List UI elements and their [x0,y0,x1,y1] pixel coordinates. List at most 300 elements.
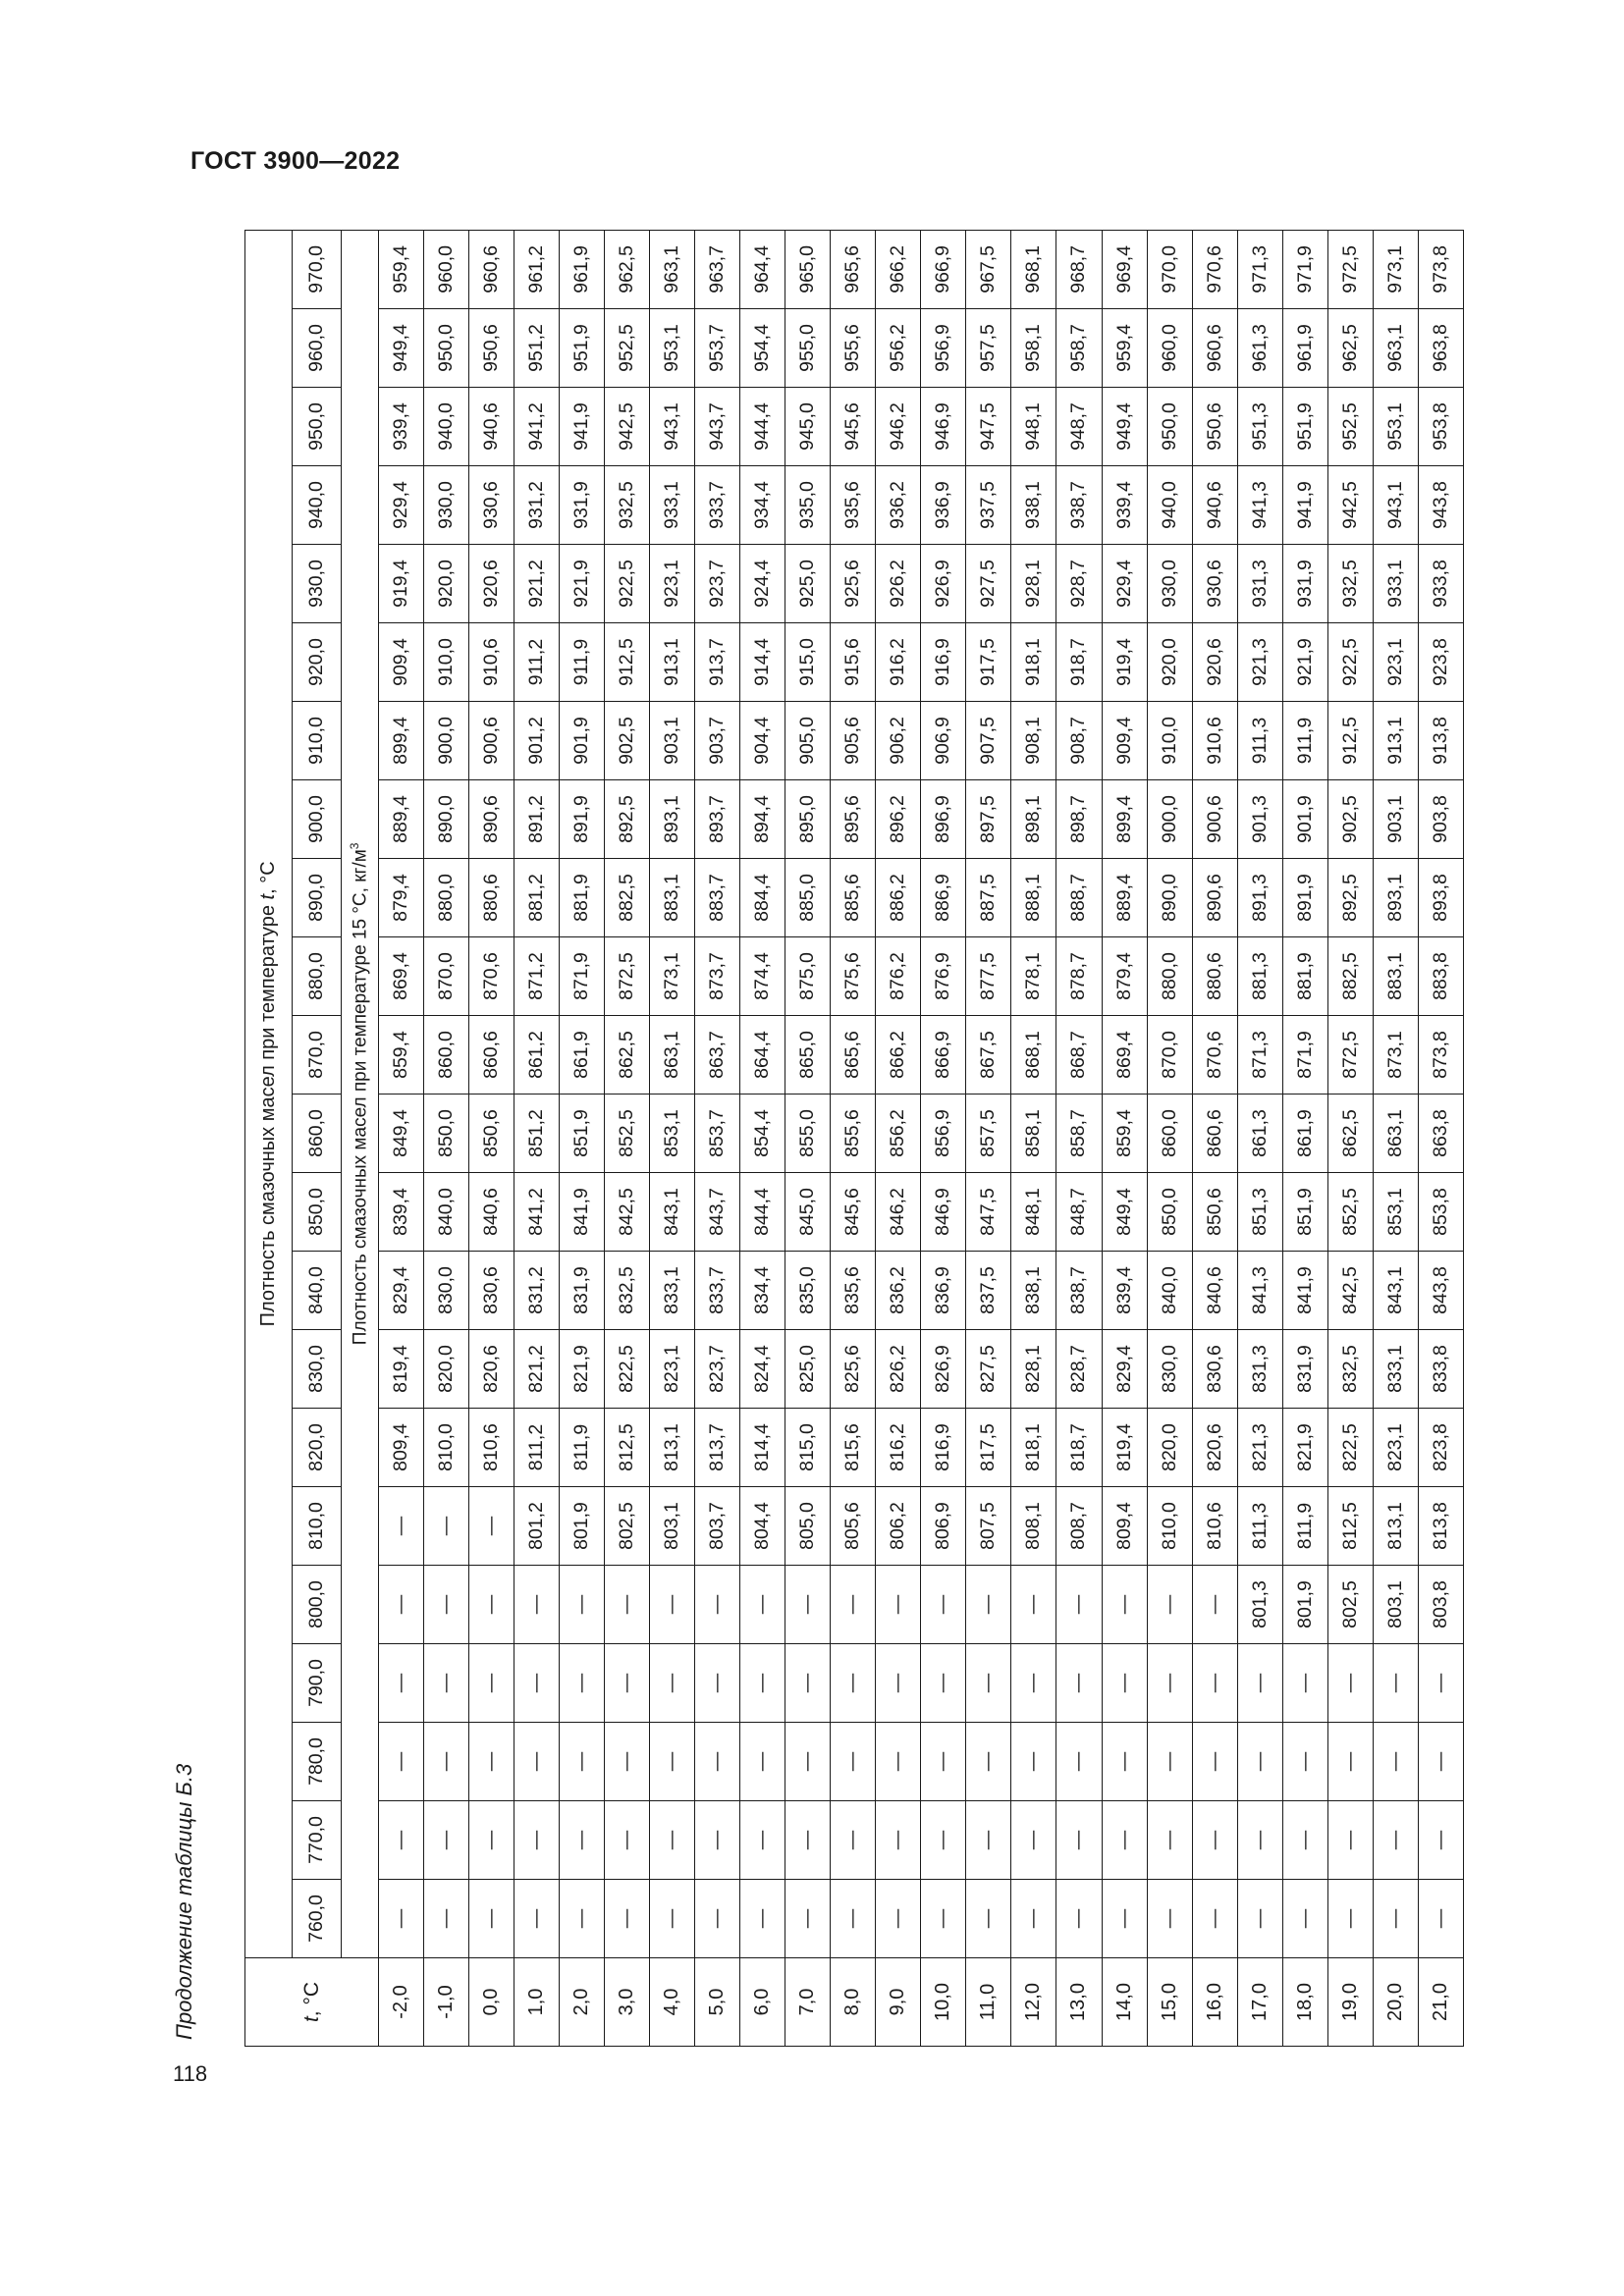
density-cell: — [921,1801,966,1880]
density-cell: 871,9 [1282,1016,1327,1095]
density-cell: 916,9 [921,623,966,702]
temperature-cell: 7,0 [785,1958,831,2047]
density-cell: 962,5 [1327,309,1373,388]
density-cell: — [831,1644,876,1723]
density-cell: — [740,1880,785,1958]
density-cell: — [1282,1644,1327,1723]
density-cell: 956,2 [876,309,921,388]
density-cell: 891,9 [1282,859,1327,937]
density-cell: 860,6 [1192,1095,1237,1173]
density-cell: 900,0 [1147,780,1192,859]
density-cell: — [605,1566,650,1644]
density-cell: 911,9 [560,623,605,702]
density-cell: 906,9 [921,702,966,780]
density-cell: 931,9 [560,466,605,545]
density-cell: 809,4 [1102,1487,1147,1566]
density-cell: 861,3 [1237,1095,1282,1173]
density-cell: 811,9 [1282,1487,1327,1566]
density-cell: 940,6 [1192,466,1237,545]
density-cell: 838,1 [1011,1252,1056,1330]
temperature-cell: 14,0 [1102,1958,1147,2047]
density-cell: — [1282,1801,1327,1880]
table-row [1373,230,1418,2046]
density-cell: 870,6 [1192,1016,1237,1095]
density-cell: 843,1 [1373,1252,1418,1330]
density-cell: 913,8 [1418,702,1463,780]
density-cell: 898,7 [1056,780,1102,859]
density-cell: 897,5 [966,780,1011,859]
density-cell: 930,0 [1147,545,1192,623]
density-cell: 961,9 [560,230,605,308]
density-cell: — [1102,1880,1147,1958]
density-cell: — [1237,1644,1282,1723]
density-cell: 945,0 [785,388,831,466]
density-cell: — [605,1880,650,1958]
density-cell: 893,1 [1373,859,1418,937]
density-cell: — [740,1801,785,1880]
column-header: 810,0 [293,1487,342,1566]
density-cell: — [514,1644,560,1723]
density-cell: — [1102,1644,1147,1723]
density-cell: 863,7 [695,1016,740,1095]
density-cell: 918,1 [1011,623,1056,702]
density-cell: 808,7 [1056,1487,1102,1566]
density-cell: 916,2 [876,623,921,702]
density-cell: 881,9 [560,859,605,937]
density-cell: 958,1 [1011,309,1056,388]
density-cell: 944,4 [740,388,785,466]
density-cell: 943,1 [1373,466,1418,545]
density-cell: 942,5 [1327,466,1373,545]
density-cell: 856,2 [876,1095,921,1173]
density-cell: 886,9 [921,859,966,937]
density-cell: 808,1 [1011,1487,1056,1566]
density-cell: 928,1 [1011,545,1056,623]
density-cell: 857,5 [966,1095,1011,1173]
density-cell: — [469,1566,514,1644]
density-cell: — [831,1566,876,1644]
density-cell: — [379,1723,424,1801]
density-cell: 854,4 [740,1095,785,1173]
column-values-row [293,230,342,2046]
density-cell: 911,9 [1282,702,1327,780]
density-cell: — [1327,1723,1373,1801]
density-cell: 840,6 [1192,1252,1237,1330]
density-cell: 961,9 [1282,309,1327,388]
density-cell: 850,6 [469,1095,514,1173]
density-cell: — [1282,1880,1327,1958]
density-cell: 933,7 [695,466,740,545]
density-cell: — [785,1723,831,1801]
density-cell: 933,8 [1418,545,1463,623]
density-cell: — [379,1801,424,1880]
density-cell: 852,5 [1327,1173,1373,1252]
density-cell: 840,0 [1147,1252,1192,1330]
density-cell: 950,0 [424,309,469,388]
density-cell: 815,0 [785,1409,831,1487]
density-cell: 807,5 [966,1487,1011,1566]
density-cell: 941,3 [1237,466,1282,545]
table-row [966,230,1011,2046]
density-cell: 948,7 [1056,388,1102,466]
temperature-cell: 18,0 [1282,1958,1327,2047]
density-cell: — [876,1723,921,1801]
density-cell: — [1056,1644,1102,1723]
density-cell: 930,0 [424,466,469,545]
table-row [831,230,876,2046]
density-cell: 956,9 [921,309,966,388]
temperature-cell: 21,0 [1418,1958,1463,2047]
density-cell: 849,4 [1102,1173,1147,1252]
density-cell: — [785,1566,831,1644]
density-cell: 965,0 [785,230,831,308]
density-cell: 804,4 [740,1487,785,1566]
density-cell: 840,0 [424,1173,469,1252]
density-cell: — [424,1723,469,1801]
density-cell: 903,7 [695,702,740,780]
density-cell: 859,4 [1102,1095,1147,1173]
density-cell: 802,5 [1327,1566,1373,1644]
density-cell: 851,3 [1237,1173,1282,1252]
density-cell: 887,5 [966,859,1011,937]
density-cell: 850,0 [424,1095,469,1173]
density-cell: — [1056,1723,1102,1801]
density-cell: 929,4 [1102,545,1147,623]
density-cell: 813,8 [1418,1487,1463,1566]
density-cell: — [650,1644,695,1723]
density-cell: 955,6 [831,309,876,388]
density-cell: 953,7 [695,309,740,388]
density-cell: 963,8 [1418,309,1463,388]
density-cell: — [1192,1801,1237,1880]
density-cell: — [1102,1723,1147,1801]
table-row [469,230,514,2046]
density-cell: 923,1 [1373,623,1418,702]
density-cell: 842,5 [605,1173,650,1252]
density-cell: 861,2 [514,1016,560,1095]
density-cell: 960,6 [1192,309,1237,388]
density-cell: 909,4 [379,623,424,702]
density-cell: 870,0 [424,937,469,1016]
density-cell: 961,2 [514,230,560,308]
table-row [514,230,560,2046]
density-cell: 806,2 [876,1487,921,1566]
density-cell: 955,0 [785,309,831,388]
temperature-cell: 9,0 [876,1958,921,2047]
density-cell: 914,4 [740,623,785,702]
density-cell: — [379,1880,424,1958]
density-cell: 803,8 [1418,1566,1463,1644]
density-cell: — [921,1880,966,1958]
density-cell: 900,6 [469,702,514,780]
density-cell: 823,1 [1373,1409,1418,1487]
density-cell: 866,9 [921,1016,966,1095]
density-cell: — [1418,1880,1463,1958]
density-cell: — [1192,1880,1237,1958]
density-cell: — [424,1566,469,1644]
density-cell: 848,1 [1011,1173,1056,1252]
density-cell: 830,6 [1192,1330,1237,1409]
density-cell: — [740,1723,785,1801]
density-cell: 930,6 [1192,545,1237,623]
table-row [379,230,424,2046]
density-cell: 811,2 [514,1409,560,1487]
density-cell: 863,8 [1418,1095,1463,1173]
table-row [740,230,785,2046]
density-cell: 959,4 [379,230,424,308]
density-cell: 925,0 [785,545,831,623]
density-cell: 886,2 [876,859,921,937]
density-cell: 837,5 [966,1252,1011,1330]
density-cell: 841,9 [1282,1252,1327,1330]
density-cell: 883,1 [650,859,695,937]
density-cell: 939,4 [1102,466,1147,545]
density-cell: 839,4 [1102,1252,1147,1330]
density-cell: 830,0 [1147,1330,1192,1409]
table-row [1056,230,1102,2046]
column-header: 780,0 [293,1723,342,1801]
density-cell: 867,5 [966,1016,1011,1095]
density-cell: 875,6 [831,937,876,1016]
density-cell: 969,4 [1102,230,1147,308]
density-at-t-text: Плотность смазочных масел при температуре [257,899,279,1327]
density-cell: 890,0 [1147,859,1192,937]
density-cell: 901,9 [560,702,605,780]
temperature-cell: 13,0 [1056,1958,1102,2047]
density-cell: 940,0 [424,388,469,466]
table-body [379,230,1464,2046]
density-cell: 940,6 [469,388,514,466]
density-cell: — [1192,1723,1237,1801]
density-cell: 920,6 [1192,623,1237,702]
density-cell: 961,3 [1237,309,1282,388]
density-cell: 845,0 [785,1173,831,1252]
density-cell: 828,7 [1056,1330,1102,1409]
density-cell: 954,4 [740,309,785,388]
density-cell: 845,6 [831,1173,876,1252]
density-cell: 963,1 [650,230,695,308]
density-cell: 868,7 [1056,1016,1102,1095]
density-cell: — [1327,1880,1373,1958]
density-cell: 834,4 [740,1252,785,1330]
density-cell: 936,9 [921,466,966,545]
density-cell: — [1192,1566,1237,1644]
density-cell: 821,9 [560,1330,605,1409]
document-title: ГОСТ 3900—2022 [190,147,401,175]
column-header: 900,0 [293,780,342,859]
density-cell: 831,9 [560,1252,605,1330]
density-cell: 819,4 [379,1330,424,1409]
density-cell: — [966,1801,1011,1880]
density-cell: 863,1 [1373,1095,1418,1173]
density-cell: — [831,1801,876,1880]
density-cell: 814,4 [740,1409,785,1487]
density-cell: 836,9 [921,1252,966,1330]
density-cell: 883,1 [1373,937,1418,1016]
density-cell: — [1147,1566,1192,1644]
density-cell: 913,1 [650,623,695,702]
density-cell: 943,7 [695,388,740,466]
density-cell: 909,4 [1102,702,1147,780]
density-cell: 935,6 [831,466,876,545]
table-row [424,230,469,2046]
density-cell: 872,5 [605,937,650,1016]
density-cell: 824,4 [740,1330,785,1409]
density-cell: 888,1 [1011,859,1056,937]
density-cell: 952,5 [1327,388,1373,466]
density-cell: 902,5 [605,702,650,780]
density-cell: 875,0 [785,937,831,1016]
column-header: 860,0 [293,1095,342,1173]
density-at-t-unit: , °C [257,861,279,894]
temperature-cell: 16,0 [1192,1958,1237,2047]
density-cell: 911,3 [1237,702,1282,780]
density-cell: 896,2 [876,780,921,859]
density-cell: 931,2 [514,466,560,545]
density-cell: 809,4 [379,1409,424,1487]
density-cell: 950,6 [1192,388,1237,466]
density-cell: 913,7 [695,623,740,702]
density-cell: 910,6 [469,623,514,702]
density-cell: — [469,1801,514,1880]
density-cell: — [921,1644,966,1723]
density-cell: 941,2 [514,388,560,466]
density-cell: — [514,1801,560,1880]
density-cell: 820,6 [469,1330,514,1409]
density-cell: 898,1 [1011,780,1056,859]
density-cell: 953,8 [1418,388,1463,466]
temperature-cell: 3,0 [605,1958,650,2047]
density-cell: — [1011,1723,1056,1801]
density-cell: 828,1 [1011,1330,1056,1409]
density-cell: — [785,1644,831,1723]
table-row [1418,230,1463,2046]
density-cell: 912,5 [1327,702,1373,780]
density-cell: 920,6 [469,545,514,623]
density-cell: — [650,1566,695,1644]
density-cell: 926,2 [876,545,921,623]
density-cell: 865,0 [785,1016,831,1095]
density-cell: — [1418,1723,1463,1801]
density-cell: — [876,1801,921,1880]
density-cell: 821,9 [1282,1409,1327,1487]
column-header: 770,0 [293,1801,342,1880]
density-cell: 941,9 [560,388,605,466]
column-header: 820,0 [293,1409,342,1487]
density-cell: 888,7 [1056,859,1102,937]
density-cell: 910,0 [1147,702,1192,780]
density-cell: — [695,1566,740,1644]
density-cell: 876,9 [921,937,966,1016]
density-cell: — [424,1880,469,1958]
density-unit-sup: 3 [348,842,362,850]
density-cell: — [966,1566,1011,1644]
density-cell: 901,9 [1282,780,1327,859]
density-table [244,230,1464,2047]
density-cell: 876,2 [876,937,921,1016]
density-cell: 860,0 [1147,1095,1192,1173]
table-row [1237,230,1282,2046]
density-cell: 852,5 [605,1095,650,1173]
density-cell: 963,7 [695,230,740,308]
density-cell: — [560,1723,605,1801]
density-cell: — [650,1723,695,1801]
density-cell: 921,2 [514,545,560,623]
density-cell: 968,7 [1056,230,1102,308]
table-row [1147,230,1192,2046]
temperature-cell: 15,0 [1147,1958,1192,2047]
temperature-cell: -2,0 [379,1958,424,2047]
density-cell: — [1373,1801,1418,1880]
density-cell: 859,4 [379,1016,424,1095]
density-cell: 853,1 [650,1095,695,1173]
density-cell: — [921,1723,966,1801]
density-cell: — [1237,1801,1282,1880]
table-row [1102,230,1147,2046]
density-cell: 880,0 [424,859,469,937]
density-cell: 827,5 [966,1330,1011,1409]
density-cell: 839,4 [379,1173,424,1252]
density-cell: — [966,1644,1011,1723]
density-cell: 923,8 [1418,623,1463,702]
density-cell: 919,4 [379,545,424,623]
density-cell: 906,2 [876,702,921,780]
density-cell: 825,0 [785,1330,831,1409]
density-cell: 831,3 [1237,1330,1282,1409]
density-cell: 871,9 [560,937,605,1016]
density-cell: 881,2 [514,859,560,937]
density-cell: 915,0 [785,623,831,702]
temperature-cell: 8,0 [831,1958,876,2047]
density-cell: 869,4 [379,937,424,1016]
density-cell: — [1192,1644,1237,1723]
density-cell: 813,1 [650,1409,695,1487]
density-cell: 910,0 [424,623,469,702]
density-cell: — [1011,1644,1056,1723]
density-cell: 882,5 [1327,937,1373,1016]
density-cell: 947,5 [966,388,1011,466]
density-cell: 881,9 [1282,937,1327,1016]
density-cell: 951,3 [1237,388,1282,466]
temperature-cell: 5,0 [695,1958,740,2047]
density-cell: 817,5 [966,1409,1011,1487]
density-cell: 901,2 [514,702,560,780]
temperature-unit: , °C [299,1981,323,2017]
density-cell: — [740,1644,785,1723]
density-cell: 971,9 [1282,230,1327,308]
density-cell: 968,1 [1011,230,1056,308]
density-cell: 841,2 [514,1173,560,1252]
density-cell: 810,6 [469,1409,514,1487]
density-cell: 861,9 [1282,1095,1327,1173]
density-cell: 885,0 [785,859,831,937]
density-cell: 810,6 [1192,1487,1237,1566]
density-cell: 811,3 [1237,1487,1282,1566]
density-cell: — [560,1801,605,1880]
density-cell: 953,1 [650,309,695,388]
density-cell: — [424,1644,469,1723]
density-cell: — [1418,1644,1463,1723]
density-cell: 810,0 [424,1409,469,1487]
density-cell: 922,5 [605,545,650,623]
temperature-symbol: t [299,2016,323,2023]
density-cell: — [424,1487,469,1566]
density-cell: 900,6 [1192,780,1237,859]
density-cell: 843,1 [650,1173,695,1252]
density-cell: 870,0 [1147,1016,1192,1095]
density-cell: 882,5 [605,859,650,937]
density-cell: 820,0 [1147,1409,1192,1487]
